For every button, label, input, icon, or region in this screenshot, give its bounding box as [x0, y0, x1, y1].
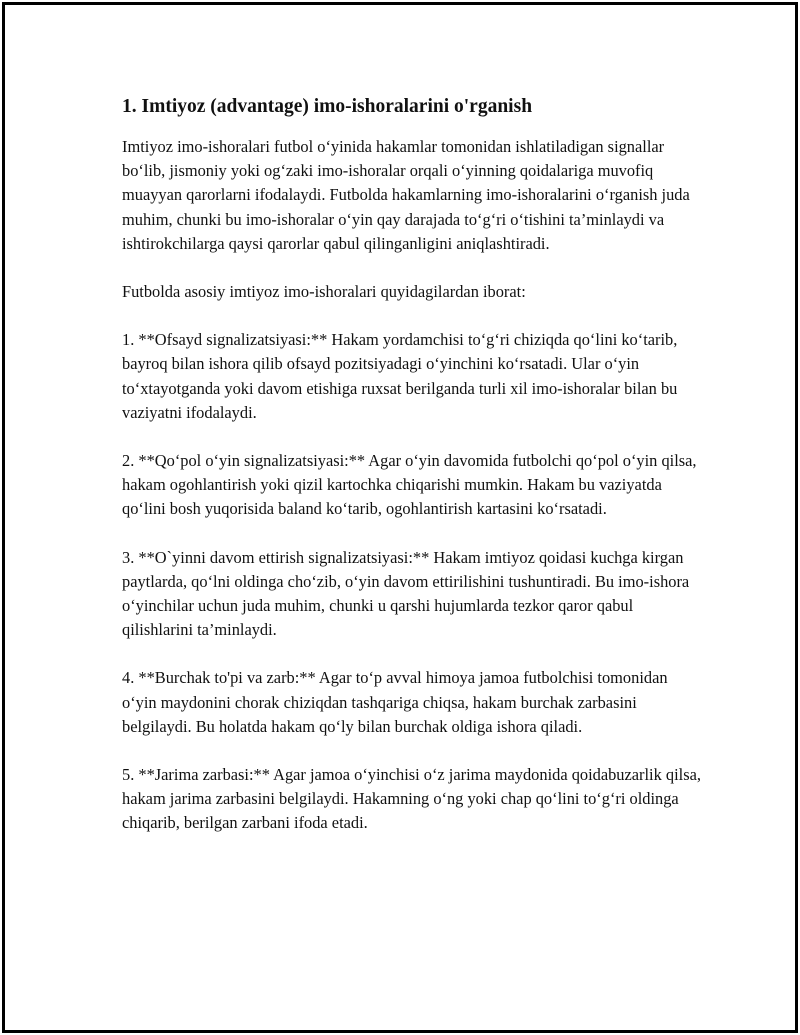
- corner-kick-paragraph: 4. **Burchak to'pi va zarb:** Agar to‘p avval himoya jamoa futbolchisi tomonidan o‘yin maydonini chorak chiziqdan tashqariga chiqsa, hakam burchak zarbasini belgilaydi. Bu holatda hakam qo‘ly bilan burchak oldiga ishora qiladi.: [122, 668, 668, 736]
- foul-play-signal-paragraph: 2. **Qo‘pol o‘yin signalizatsiyasi:** Agar o‘yin davomida futbolchi qo‘pol o‘yin qilsa, hakam ogohlantirish yoki qizil kartochka chiqarishi mumkin. Hakam bu vaziyatda qo‘lini bosh yuqorisida baland ko‘tarib, ogohlantirish kartasini ko‘rsatadi.: [122, 451, 697, 519]
- page-frame: [2, 2, 798, 1033]
- play-on-signal-paragraph: 3. **O`yinni davom ettirish signalizatsiyasi:** Hakam imtiyoz qoidasi kuchga kirgan paytlarda, qo‘lni oldinga cho‘zib, o‘yin davom ettirilishini tushuntiradi. Bu imo-ishora o‘yinchilar uchun juda muhim, chunki u qarshi hujumlarda tezkor qaror qabul qilishlarini ta’minlaydi.: [122, 547, 690, 640]
- penalty-kick-paragraph: 5. **Jarima zarbasi:** Agar jamoa o‘yinchisi o‘z jarima maydonida qoidabuzarlik qilsa, hakam jarima zarbasini belgilaydi. Hakamning o‘ng yoki chap qo‘lini to‘g‘ri oldinga chiqarib, berilgan zarbani ifoda etadi.: [122, 765, 701, 833]
- offside-signal-paragraph: 1. **Ofsayd signalizatsiyasi:** Hakam yordamchisi to‘g‘ri chiziqda qo‘lini ko‘tarib, bayroq bilan ishora qilib ofsayd pozitsiyadagi o‘yinchini ko‘rsatadi. Ular o‘yin to‘xtayotganda yoki davom etishiga ruxsat berilganda turli xil imo-ishoralar bilan bu vaziyatni ifodalaydi.: [122, 330, 678, 422]
- intro-paragraph: Imtiyoz imo-ishoralari futbol o‘yinida hakamlar tomonidan ishlatiladigan signallar bo‘lib, jismoniy yoki og‘zaki imo-ishoralar orqali o‘yinning qoidalariga muvofiq muayyan qarorlarni ifodalaydi. Futbolda hakamlarning imo-ishoralarini o‘rganish juda muhim, chunki bu imo-ishoralar o‘yin qay darajada to‘g‘ri o‘tishini ta’minlaydi va ishtirokchilarga qaysi qarorlar qabul qilinganligini aniqlashtiradi.: [122, 137, 690, 253]
- document-title: 1. Imtiyoz (advantage) imo-ishoralarini o'rganish: [122, 96, 533, 117]
- document-body: [122, 93, 702, 860]
- list-intro-paragraph: Futbolda asosiy imtiyoz imo-ishoralari quyidagilardan iborat:: [122, 282, 526, 302]
